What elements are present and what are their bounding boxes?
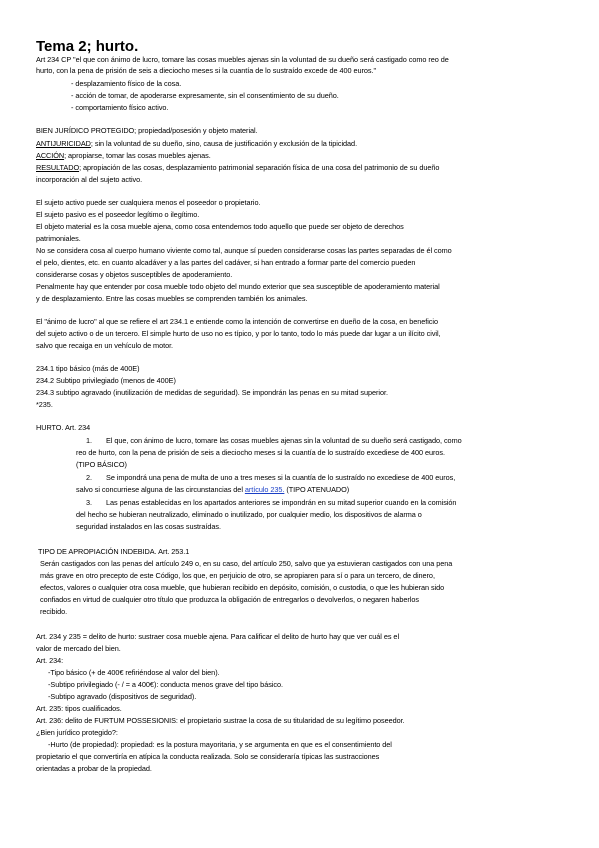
paragraph-line: hurto, con la pena de prisión de seis a dieciocho meses si la cuantía de lo sustraído excede de 400 euros."	[36, 66, 377, 75]
paragraph-line: Art. 234:	[36, 656, 64, 665]
document-title: Tema 2; hurto.	[36, 38, 139, 55]
section-heading: TIPO DE APROPIACIÓN INDEBIDA. Art. 253.1	[38, 547, 190, 556]
paragraph-line: orientadas a probar de la propiedad.	[36, 764, 152, 773]
paragraph-line: ¿Bien jurídico protegido?:	[36, 728, 118, 737]
paragraph-line: confiados en virtud de cualquier otro título que produzca la obligación de entregarlos o devolverlos, o negaren haberlos	[40, 595, 419, 604]
paragraph-line: 234.3 subtipo agravado (inutilización de medidas de seguridad). Se impondrán las penas en su mitad superior.	[36, 388, 388, 397]
bullet-item: - desplazamiento físico de la cosa.	[71, 79, 182, 88]
list-item-line: seguridad instalados en las cosas sustraídas.	[76, 522, 221, 531]
paragraph-line: El "ánimo de lucro" al que se refiere el art 234.1 e entiende como la intención de convertirse en dueño de la cosa, en beneficio	[36, 317, 438, 326]
paragraph-line: No se considera cosa al cuerpo humano viviente como tal, aunque sí pueden considerarse cosas las partes separadas de él como	[36, 246, 452, 255]
paragraph-line: propietario el que convertiría en atípica la conducta realizada. Solo se consideraría típicas las sustracciones	[36, 752, 380, 761]
antijuricidad-label: ANTIJURICIDAD	[36, 139, 91, 148]
paragraph-line: el pelo, dientes, etc. en cuanto alcadáver y a las partes del cadáver, si han entrado a formar parte del comercio pueden	[36, 258, 416, 267]
paragraph-line: salvo que recaiga en un vehículo de motor.	[36, 341, 174, 350]
paragraph-line: recibido.	[40, 607, 68, 616]
bullet-item: - comportamiento físico activo.	[71, 103, 169, 112]
paragraph-line: Art 234 CP "el que con ánimo de lucro, tomare las cosas muebles ajenas sin la voluntad de su dueño será castigado como reo de	[36, 55, 449, 64]
list-item-line: El que, con ánimo de lucro, tomare las cosas muebles ajenas sin la voluntad de su dueño será castigado, como	[106, 436, 462, 445]
antijuricidad-line	[36, 139, 357, 149]
paragraph-line: Penalmente hay que entender por cosa mueble todo objeto del mundo exterior que sea susceptible de apoderamiento material	[36, 282, 440, 291]
bullet-item: - acción de tomar, de apoderarse expresamente, sin el consentimiento de su dueño.	[71, 91, 339, 100]
paragraph-line: Serán castigados con las penas del artículo 249 o, en su caso, del artículo 250, salvo que ya estuvieran castigados con una pena	[40, 559, 453, 568]
paragraph-line: incorporación al del sujeto activo.	[36, 175, 143, 184]
paragraph-line: efectos, valores o cualquier otra cosa mueble, que hubieran recibido en depósito, comisión, o custodia, o que les hubieran sido	[40, 583, 445, 592]
paragraph-line: El objeto material es la cosa mueble ajena, como cosa entendemos todo aquello que puede ser objeto de derechos	[36, 222, 404, 231]
accion-label: ACCIÓN	[36, 151, 65, 160]
resultado-line	[36, 163, 439, 173]
list-item-line: del hecho se hubieran neutralizado, eliminado o inutilizado, por cualquier medio, los dispositivos de alarma o	[76, 510, 422, 519]
paragraph-line: -Subtipo agravado (dispositivos de seguridad).	[48, 692, 197, 701]
paragraph-line: más grave en otro precepto de este Código, los que, en perjuicio de otro, se apropiaren para sí o para un tercero, de dinero,	[40, 571, 435, 580]
antijuricidad-text: ; sin la voluntad de su dueño, sino, causa de justificación y exclusión de la tipicidad.	[90, 139, 358, 148]
paragraph-line: El sujeto pasivo es el poseedor legítimo o ilegítimo.	[36, 210, 200, 219]
paragraph-line: Art. 234 y 235 = delito de hurto: sustraer cosa mueble ajena. Para calificar el delito de hurto hay que ver cuál es el	[36, 632, 400, 641]
list-item-line: (TIPO BÁSICO)	[76, 460, 127, 469]
list-number: 1.	[86, 436, 92, 445]
resultado-text: ; apropiación de las cosas, desplazamiento patrimonial separación física de una cosa del patrimonio de su dueño	[79, 163, 440, 172]
paragraph-line: Art. 236: delito de FURTUM POSSESIONIS: el propietario sustrae la cosa de su titularidad de su legítimo poseedor.	[36, 716, 405, 725]
paragraph-line: 234.1 tipo básico (más de 400E)	[36, 364, 140, 373]
list-item-text: salvo si concurriese alguna de las circunstancias del	[76, 485, 245, 494]
list-item-text: (TIPO ATENUADO)	[284, 485, 350, 494]
paragraph-line: 234.2 Subtipo privilegiado (menos de 400E)	[36, 376, 176, 385]
paragraph-line: BIEN JURÍDICO PROTEGIDO; propiedad/posesión y objeto material.	[36, 126, 258, 135]
accion-line	[36, 151, 211, 161]
paragraph-line: del sujeto activo o de un tercero. El simple hurto de uso no es típico, y por lo tanto, todo lo más puede dar lugar a un ilícito civil,	[36, 329, 441, 338]
resultado-label: RESULTADO	[36, 163, 80, 172]
list-number: 2.	[86, 473, 92, 482]
paragraph-line: considerarse cosas y objetos susceptibles de apoderamiento.	[36, 270, 233, 279]
paragraph-line: -Hurto (de propiedad): propiedad: es la postura mayoritaria, y se argumenta en que es el consentimiento del	[48, 740, 392, 749]
paragraph-line: valor de mercado del bien.	[36, 644, 121, 653]
list-item-line	[76, 485, 349, 495]
section-heading: HURTO. Art. 234	[36, 423, 91, 432]
paragraph-line: Art. 235: tipos cualificados.	[36, 704, 122, 713]
paragraph-line: El sujeto activo puede ser cualquiera menos el poseedor o propietario.	[36, 198, 261, 207]
paragraph-line: y de desplazamiento. Entre las cosas muebles se comprenden también los animales.	[36, 294, 308, 303]
list-number: 3.	[86, 498, 92, 507]
list-item-line: Las penas establecidas en los apartados anteriores se impondrán en su mitad superior cuando en la comisión	[106, 498, 457, 507]
accion-text: ; apropiarse, tomar las cosas muebles ajenas.	[64, 151, 211, 160]
list-item-line: Se impondrá una pena de multa de uno a tres meses si la cuantía de lo sustraído no excediese de 400 euros,	[106, 473, 456, 482]
paragraph-line: -Tipo básico (+ de 400€ refiriéndose al valor del bien).	[48, 668, 220, 677]
paragraph-line: -Subtipo privilegiado (- / = a 400€): conducta menos grave del tipo básico.	[48, 680, 283, 689]
paragraph-line: patrimoniales.	[36, 234, 81, 243]
articulo-235-link[interactable]: artículo 235.	[244, 485, 285, 494]
list-item-line: reo de hurto, con la pena de prisión de seis a dieciocho meses si la cuantía de lo sustraído excediese de 400 euros.	[76, 448, 446, 457]
paragraph-line: *235.	[36, 400, 53, 409]
